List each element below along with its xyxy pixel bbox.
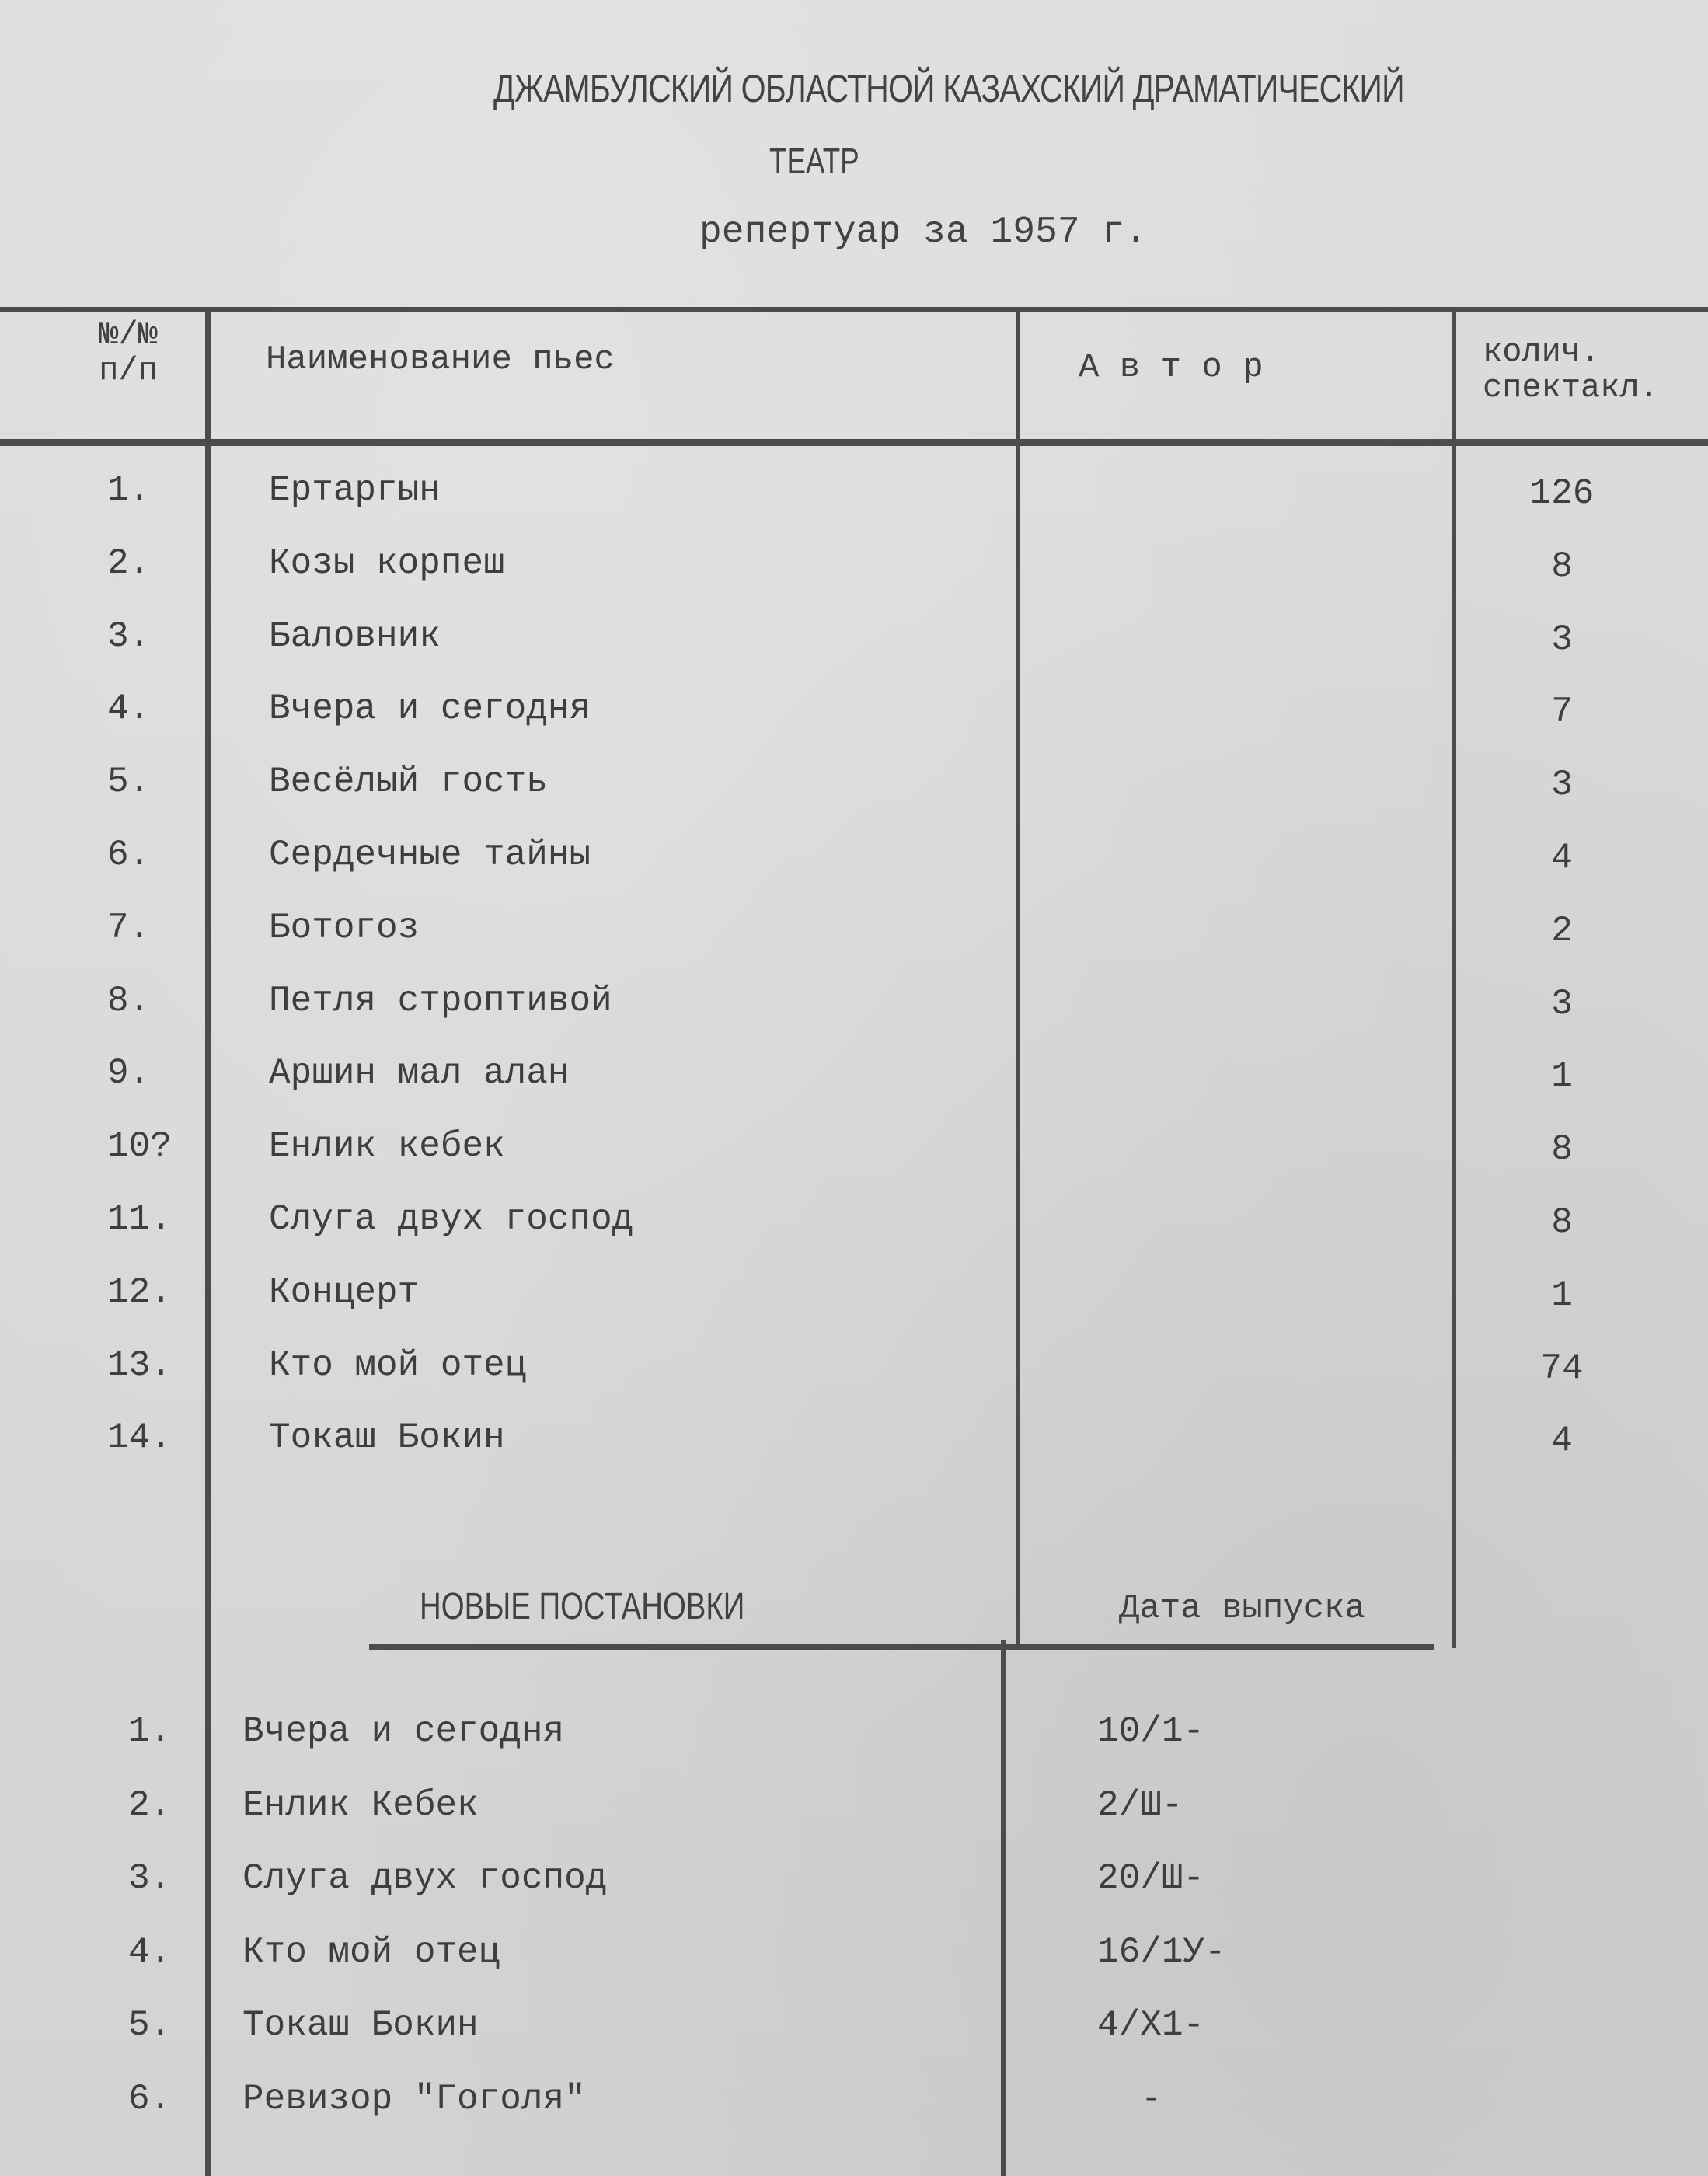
performance-count: 4 <box>1551 838 1573 878</box>
play-name: Енлик кебек <box>269 1126 505 1166</box>
play-name: Весёлый гость <box>269 762 548 802</box>
play-name: Енлик Кебек <box>242 1785 479 1826</box>
play-name: Концерт <box>269 1272 420 1313</box>
release-date: 4/Х1- <box>1097 2005 1205 2045</box>
column-divider-name <box>1016 311 1020 1648</box>
performance-count: 7 <box>1551 692 1573 732</box>
play-name: Баловник <box>269 616 441 657</box>
performance-count: 8 <box>1551 1202 1573 1243</box>
performance-count: 74 <box>1540 1348 1584 1389</box>
row-number: 10? <box>107 1126 172 1166</box>
new-productions-underline <box>369 1644 1434 1650</box>
row-number: 4. <box>128 1932 172 1972</box>
play-name: Токаш Бокин <box>269 1418 505 1458</box>
document-title-line2: ТЕАТР <box>769 141 859 181</box>
row-number: 1. <box>107 470 151 511</box>
header-num-line1: №/№ <box>99 316 158 354</box>
performance-count: 8 <box>1551 1129 1573 1170</box>
play-name: Аршин мал алан <box>269 1053 570 1093</box>
performance-count: 3 <box>1551 765 1573 805</box>
document-subtitle: репертуар за 1957 г. <box>699 211 1148 253</box>
performance-count: 1 <box>1551 1056 1573 1097</box>
column-divider-num <box>205 307 211 2176</box>
performance-count: 3 <box>1551 984 1573 1024</box>
play-name: Козы корпеш <box>269 543 505 584</box>
header-num-line2: п/п <box>99 352 158 389</box>
column-divider-name-lower <box>1001 1640 1006 2176</box>
header-num <box>89 317 167 389</box>
play-name: Ревизор "Гоголя" <box>242 2079 586 2119</box>
play-name: Токаш Бокин <box>242 2005 479 2045</box>
play-name: Вчера и сегодня <box>242 1711 565 1752</box>
document-title-line1: ДЖАМБУЛСКИЙ ОБЛАСТНОЙ КАЗАХСКИЙ ДРАМАТИЧЕСКИЙ <box>493 67 1404 110</box>
release-date: - <box>1141 2079 1162 2119</box>
play-name: Кто мой отец <box>242 1932 500 1972</box>
release-date: 20/Ш- <box>1097 1858 1205 1899</box>
release-date: 2/Ш- <box>1097 1785 1183 1826</box>
play-name: Ертаргын <box>269 470 441 511</box>
row-number: 3. <box>107 616 151 657</box>
performance-count: 8 <box>1551 546 1573 587</box>
play-name: Сердечные тайны <box>269 835 591 875</box>
row-number: 2. <box>107 543 151 584</box>
header-count-line1: колич. <box>1483 333 1601 371</box>
row-number: 14. <box>107 1418 172 1458</box>
release-date-header: Дата выпуска <box>1119 1589 1365 1628</box>
header-author: А в т о р <box>1079 348 1264 387</box>
performance-count: 1 <box>1551 1275 1573 1316</box>
play-name: Петля строптивой <box>269 981 612 1021</box>
new-productions-title: НОВЫЕ ПОСТАНОВКИ <box>420 1586 745 1627</box>
header-count <box>1483 334 1659 406</box>
release-date: 10/1- <box>1097 1711 1205 1752</box>
header-count-line2: спектакл. <box>1483 369 1659 406</box>
performance-count: 3 <box>1551 619 1573 660</box>
performance-count: 2 <box>1551 911 1573 951</box>
row-number: 2. <box>128 1785 172 1826</box>
play-name: Вчера и сегодня <box>269 689 591 729</box>
row-number: 6. <box>128 2079 172 2119</box>
row-number: 5. <box>128 2005 172 2045</box>
release-date: 16/1У- <box>1097 1932 1226 1972</box>
row-number: 11. <box>107 1199 172 1240</box>
play-name: Слуга двух господ <box>269 1199 634 1240</box>
row-number: 4. <box>107 689 151 729</box>
row-number: 5. <box>107 762 151 802</box>
row-number: 9. <box>107 1053 151 1093</box>
row-number: 13. <box>107 1345 172 1386</box>
row-number: 12. <box>107 1272 172 1313</box>
row-number: 6. <box>107 835 151 875</box>
column-divider-author <box>1452 311 1456 1648</box>
row-number: 1. <box>128 1711 172 1752</box>
performance-count: 126 <box>1529 473 1595 514</box>
row-number: 8. <box>107 981 151 1021</box>
play-name: Слуга двух господ <box>242 1858 608 1899</box>
play-name: Кто мой отец <box>269 1345 527 1386</box>
performance-count: 4 <box>1551 1421 1573 1461</box>
header-play-name: Наименование пьес <box>266 340 615 379</box>
play-name: Ботогоз <box>269 908 420 948</box>
row-number: 3. <box>128 1858 172 1899</box>
row-number: 7. <box>107 908 151 948</box>
